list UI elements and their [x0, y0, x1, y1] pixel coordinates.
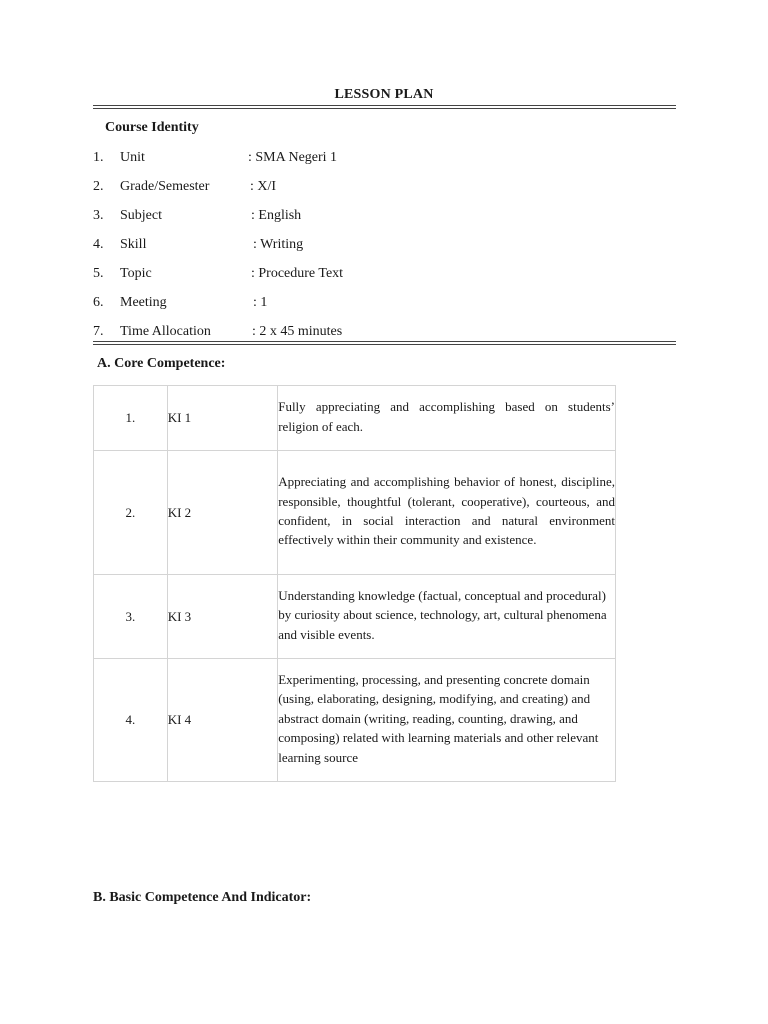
competence-code: KI 2	[167, 451, 278, 575]
row-number: 3.	[94, 575, 168, 659]
core-competence-heading: A. Core Competence:	[97, 356, 226, 371]
item-label: Unit	[120, 150, 145, 165]
item-value: : X/I	[250, 179, 277, 194]
item-label: Meeting	[120, 295, 167, 310]
item-number: 4.	[93, 237, 104, 252]
identity-item-grade-semester	[93, 177, 493, 206]
item-number: 2.	[93, 179, 104, 194]
competence-description: Understanding knowledge (factual, conceptual and procedural) by curiosity about science, technology, art, cultural phenomena and visible events.	[278, 575, 616, 659]
table-row	[94, 451, 616, 575]
table-row	[94, 659, 616, 782]
item-label: Subject	[120, 208, 162, 223]
competence-description: Fully appreciating and accomplishing based on students’ religion of each.	[278, 386, 616, 451]
item-value: : Writing	[253, 237, 304, 252]
competence-description: Appreciating and accomplishing behavior of honest, discipline, responsible, thoughtful (tolerant, cooperative), courteous, and confident, in social interaction and natural environment effectively within their community and existence.	[278, 451, 616, 575]
item-label: Skill	[120, 237, 147, 252]
competence-code: KI 1	[167, 386, 278, 451]
core-competence-table	[93, 385, 616, 782]
identity-item-time-allocation	[93, 322, 493, 351]
basic-competence-heading: B. Basic Competence And Indicator:	[93, 890, 312, 905]
course-identity-heading: Course Identity	[105, 120, 199, 135]
table-row	[94, 575, 616, 659]
item-label: Topic	[120, 266, 152, 281]
identity-item-unit	[93, 148, 493, 177]
identity-item-subject	[93, 206, 493, 235]
item-value: : English	[251, 208, 302, 223]
identity-item-skill	[93, 235, 493, 264]
course-identity-list	[93, 148, 493, 351]
item-label: Grade/Semester	[120, 179, 210, 194]
item-number: 1.	[93, 150, 104, 165]
item-value: : SMA Negeri 1	[248, 150, 338, 165]
row-number: 2.	[94, 451, 168, 575]
title-divider	[93, 105, 676, 109]
item-value: : 2 x 45 minutes	[252, 324, 343, 339]
identity-item-meeting	[93, 293, 493, 322]
competence-description: Experimenting, processing, and presenting concrete domain (using, elaborating, designing, modifying, and creating) and abstract domain (writing, reading, counting, drawing, and composing) related with learning materials and other relevant learning source	[278, 659, 616, 782]
item-label: Time Allocation	[120, 324, 211, 339]
item-value: : 1	[253, 295, 268, 310]
document-title: LESSON PLAN	[334, 87, 434, 102]
row-number: 4.	[94, 659, 168, 782]
item-number: 3.	[93, 208, 104, 223]
item-number: 6.	[93, 295, 104, 310]
table-row	[94, 386, 616, 451]
identity-divider	[93, 341, 676, 345]
item-value: : Procedure Text	[251, 266, 344, 281]
row-number: 1.	[94, 386, 168, 451]
identity-item-topic	[93, 264, 493, 293]
competence-code: KI 3	[167, 575, 278, 659]
item-number: 5.	[93, 266, 104, 281]
competence-code: KI 4	[167, 659, 278, 782]
item-number: 7.	[93, 324, 104, 339]
